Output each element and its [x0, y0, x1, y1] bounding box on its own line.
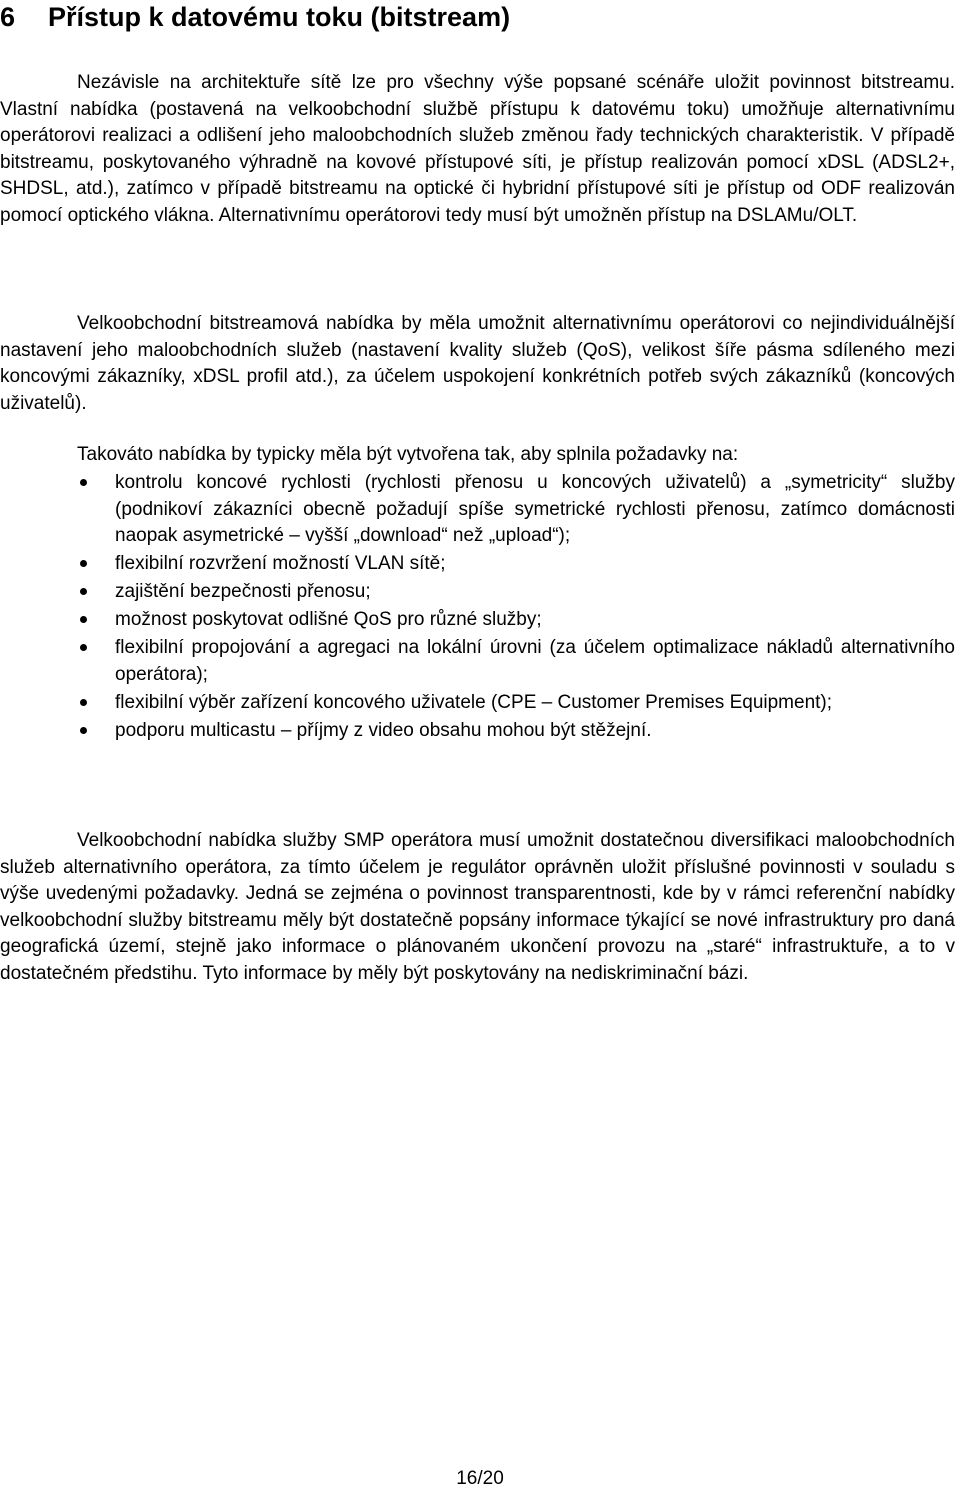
list-item-text: flexibilní výběr zařízení koncového uživatele (CPE – Customer Premises Equipment); — [115, 691, 833, 713]
section-heading — [0, 0, 960, 34]
list-item-text: zajištění bezpečnosti přenosu; — [115, 581, 371, 602]
bullet-icon — [80, 727, 87, 734]
section-number: 6 — [0, 2, 16, 32]
bullet-icon — [80, 616, 87, 623]
bullet-icon — [80, 644, 87, 651]
list-item-text: kontrolu koncové rychlosti (rychlosti přenosu u koncových uživatelů) a „symetricity“ služby (podnikoví zákazníci obecně požadují spíše symetrické rychlosti přenosu, zatímco domácnosti naopak asymetrické – vyšší „download“ než „upload“); — [115, 472, 955, 546]
bullet-icon — [80, 479, 87, 486]
paragraph-requirements-intro: Takováto nabídka by typicky měla být vytvořena tak, aby splnila požadavky na: — [77, 444, 739, 465]
list-item — [0, 470, 955, 550]
bullet-icon — [80, 699, 87, 706]
list-item — [0, 579, 955, 606]
list-item-text: podporu multicastu – příjmy z video obsahu mohou být stěžejní. — [115, 719, 652, 741]
paragraph-smp-operator: Velkoobchodní nabídka služby SMP operátora musí umožnit dostatečnou diversifikaci maloobchodních služeb alternativního operátora, za tímto účelem je regulátor oprávněn uložit příslušné povinnosti v souladu s výše uvedenými požadavky. Jedná se zejména o povinnost transparentnosti, kde by v rámci referenční nabídky velkoobchodní služby bitstreamu měly být dostatečně popsány informace týkající se nové infrastruktury pro daná geografická území, stejně jako informace o plánovaném ukončení provozu na „staré“ infrastruktuře, a to v dostatečném předstihu. Tyto informace by měly být poskytovány na nediskriminační bázi. — [0, 830, 955, 984]
bullet-icon — [80, 560, 87, 567]
bullet-icon — [80, 588, 87, 595]
section-title: Přístup k datovému toku (bitstream) — [48, 2, 511, 32]
list-item — [0, 718, 955, 745]
list-item — [0, 607, 955, 634]
list-item — [0, 635, 955, 688]
paragraph-wholesale-offer: Velkoobchodní bitstreamová nabídka by měla umožnit alternativnímu operátorovi co nejindividuálnější nastavení jeho maloobchodních služeb (nastavení kvality služeb (QoS), velikost šíře pásma sdíleného mezi koncovými zákazníky, xDSL profil atd.), za účelem uspokojení konkrétních potřeb svých zákazníků (koncových uživatelů). — [0, 313, 955, 414]
page-number: 16/20 — [456, 1468, 504, 1489]
list-item — [0, 690, 955, 717]
requirements-list — [0, 470, 955, 744]
list-item-text: flexibilní propojování a agregaci na lokální úrovni (za účelem optimalizace nákladů alternativního operátora); — [115, 637, 955, 685]
list-item-text: možnost poskytovat odlišné QoS pro různé služby; — [115, 609, 542, 630]
list-item — [0, 551, 955, 578]
list-item-text: flexibilní rozvržení možností VLAN sítě; — [115, 553, 446, 574]
paragraph-architecture: Nezávisle na architektuře sítě lze pro všechny výše popsané scénáře uložit povinnost bitstreamu. Vlastní nabídka (postavená na velkoobchodní službě přístupu k datovému toku) umožňuje alternativnímu operátorovi realizaci a odlišení jeho maloobchodních služeb změnou řady technických charakteristik. V případě bitstreamu, poskytovaného výhradně na kovové přístupové síti, je přístup realizován pomocí xDSL (ADSL2+, SHDSL, atd.), zatímco v případě bitstreamu na optické či hybridní přístupové síti je přístup od ODF realizován pomocí optického vlákna. Alternativnímu operátorovi tedy musí být umožněn přístup na DSLAMu/OLT. — [0, 72, 955, 226]
